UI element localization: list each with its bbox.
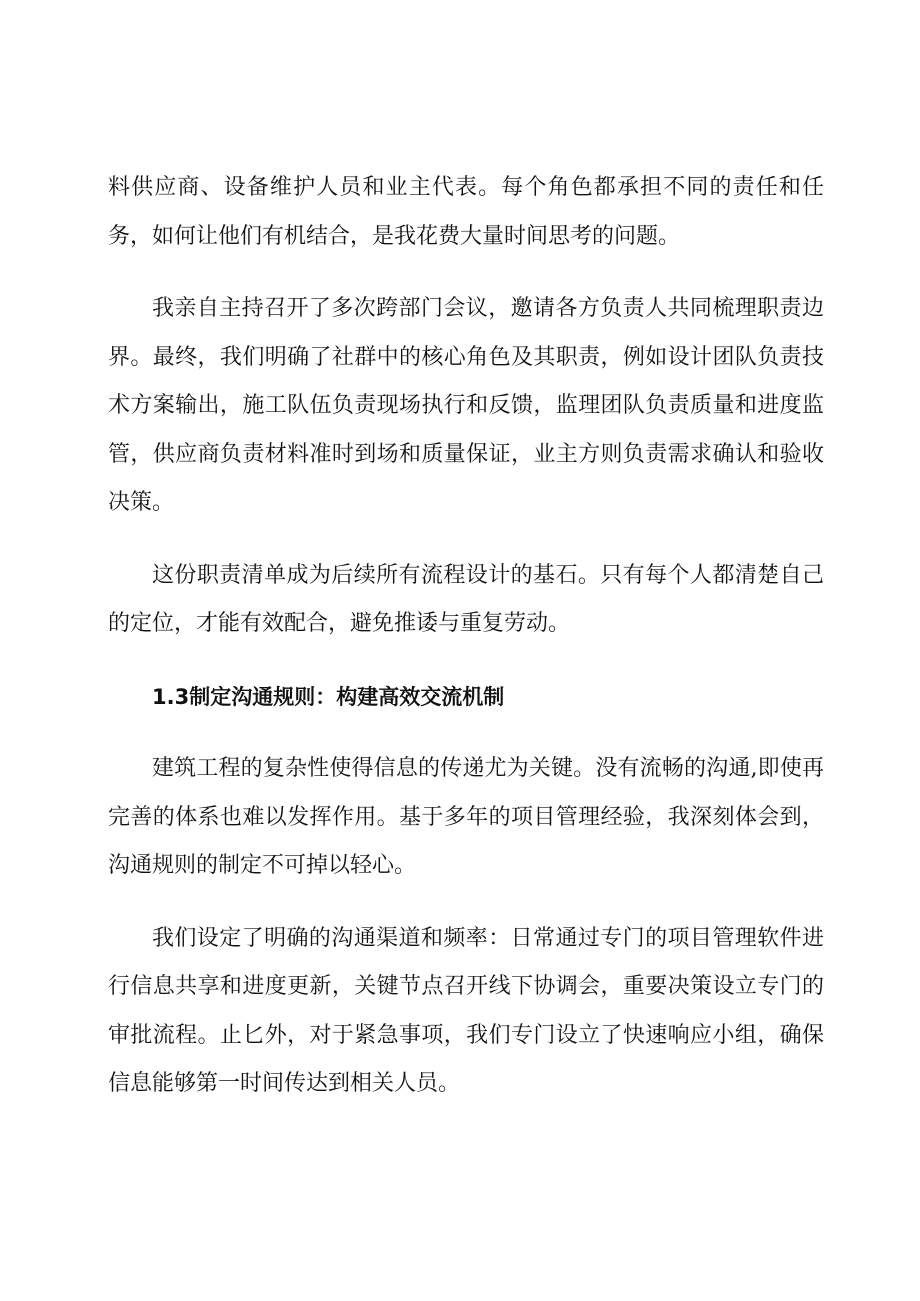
- paragraph-communication-importance: 建筑工程的复杂性使得信息的传递尤为关键。没有流畅的沟通,即使再完善的体系也难以发挥作用。基于多年的项目管理经验，我深刻体会到，沟通规则的制定不可掉以轻心。: [108, 756, 824, 878]
- paragraph-communication-channels: 我们设定了明确的沟通渠道和频率：日常通过专门的项目管理软件进行信息共享和进度更新，关键节点召开线下协调会，重要决策设立专门的审批流程。止匕外，对于紧急事项，我们专门设立了快速响应小组，确保信息能够第一时间传达到相关人员。: [108, 925, 824, 1096]
- section-heading: 1.3制定沟通规则：构建高效交流机制: [152, 684, 505, 709]
- paragraph-responsibilities: 我亲自主持召开了多次跨部门会议，邀请各方负责人共同梳理职责边界。最终，我们明确了社群中的核心角色及其职责，例如设计团队负责技术方案输出，施工队伍负责现场执行和反馈，监理团队负责质量和进度监管，供应商负责材料准时到场和质量保证，业主方则负责需求确认和验收决策。: [108, 296, 824, 515]
- paragraph-responsibility-list: 这份职责清单成为后续所有流程设计的基石。只有每个人都清楚自己的定位，才能有效配合，避免推诿与重复劳动。: [108, 562, 824, 636]
- document-body: [108, 164, 824, 1133]
- paragraph-continuation: 料供应商、设备维护人员和业主代表。每个角色都承担不同的责任和任务，如何让他们有机结合，是我花费大量时间思考的问题。: [108, 175, 824, 249]
